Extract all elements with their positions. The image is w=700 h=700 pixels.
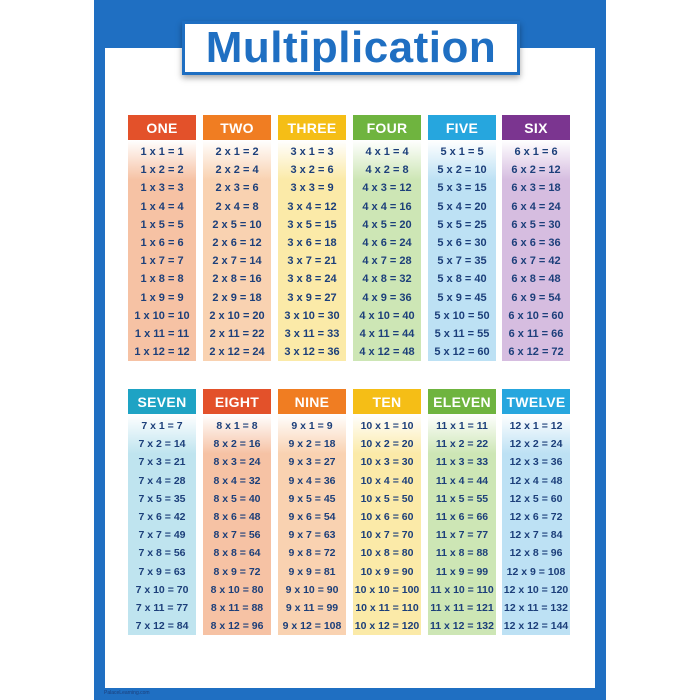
equation: 9 x 9 = 81 xyxy=(288,565,336,578)
equation: 1 x 10 = 10 xyxy=(134,309,190,322)
equation: 3 x 7 = 21 xyxy=(287,255,337,268)
equation: 3 x 5 = 15 xyxy=(287,218,337,231)
equation: 1 x 7 = 7 xyxy=(140,255,184,268)
equation: 6 x 7 = 42 xyxy=(511,255,561,268)
equation: 3 x 1 = 3 xyxy=(290,146,334,159)
equation: 1 x 9 = 9 xyxy=(140,291,184,304)
equation: 11 x 1 = 11 xyxy=(436,420,488,433)
equation: 10 x 9 = 90 xyxy=(360,565,414,578)
equation: 12 x 3 = 36 xyxy=(509,456,563,469)
equation: 8 x 8 = 64 xyxy=(213,547,261,560)
equation: 11 x 5 = 55 xyxy=(435,492,489,505)
table-header: NINE xyxy=(278,389,346,414)
equation: 11 x 2 = 22 xyxy=(435,438,489,451)
equation: 6 x 8 = 48 xyxy=(511,273,561,286)
equation: 3 x 2 = 6 xyxy=(290,164,334,177)
equation: 11 x 11 = 121 xyxy=(430,601,494,614)
equation: 8 x 9 = 72 xyxy=(213,565,261,578)
equation: 9 x 4 = 36 xyxy=(288,474,336,487)
equation: 12 x 4 = 48 xyxy=(509,474,563,487)
table-body xyxy=(203,414,271,635)
equation: 8 x 1 = 8 xyxy=(216,420,258,433)
table-ten xyxy=(353,389,421,635)
table-header: TEN xyxy=(353,389,421,414)
equation: 8 x 6 = 48 xyxy=(213,511,261,524)
equation: 7 x 3 = 21 xyxy=(138,456,186,469)
equation: 7 x 4 = 28 xyxy=(138,474,186,487)
equation: 4 x 1 = 4 xyxy=(365,146,409,159)
equation: 4 x 7 = 28 xyxy=(362,255,412,268)
equation: 8 x 2 = 16 xyxy=(213,438,261,451)
equation: 3 x 6 = 18 xyxy=(287,237,337,250)
table-header: FOUR xyxy=(353,115,421,140)
equation: 5 x 7 = 35 xyxy=(437,255,487,268)
title-banner xyxy=(182,21,520,75)
equation: 12 x 8 = 96 xyxy=(509,547,563,560)
equation: 5 x 1 = 5 xyxy=(440,146,484,159)
equation: 8 x 10 = 80 xyxy=(210,583,264,596)
equation: 2 x 7 = 14 xyxy=(212,255,262,268)
equation: 9 x 12 = 108 xyxy=(282,620,342,633)
equation: 4 x 12 = 48 xyxy=(359,346,415,359)
equation: 1 x 11 = 11 xyxy=(134,327,190,340)
table-body xyxy=(278,414,346,635)
equation: 8 x 4 = 32 xyxy=(213,474,261,487)
equation: 2 x 9 = 18 xyxy=(212,291,262,304)
equation: 10 x 7 = 70 xyxy=(360,529,414,542)
equation: 10 x 1 = 10 xyxy=(360,420,414,433)
table-header: SIX xyxy=(502,115,570,140)
equation: 11 x 12 = 132 xyxy=(430,620,494,633)
table-one xyxy=(128,115,196,361)
table-body xyxy=(353,414,421,635)
equation: 12 x 2 = 24 xyxy=(509,438,563,451)
table-header: TWO xyxy=(203,115,271,140)
table-header: FIVE xyxy=(428,115,496,140)
equation: 1 x 3 = 3 xyxy=(140,182,184,195)
equation: 8 x 7 = 56 xyxy=(213,529,261,542)
table-body xyxy=(128,140,196,361)
equation: 2 x 2 = 4 xyxy=(215,164,259,177)
equation: 8 x 3 = 24 xyxy=(213,456,261,469)
equation: 9 x 6 = 54 xyxy=(288,511,336,524)
equation: 6 x 11 = 66 xyxy=(508,327,564,340)
equation: 10 x 10 = 100 xyxy=(354,583,420,596)
equation: 6 x 1 = 6 xyxy=(514,146,558,159)
table-header: SEVEN xyxy=(128,389,196,414)
equation: 9 x 5 = 45 xyxy=(288,492,336,505)
equation: 12 x 1 = 12 xyxy=(509,420,563,433)
equation: 2 x 4 = 8 xyxy=(215,200,259,213)
equation: 9 x 7 = 63 xyxy=(288,529,336,542)
equation: 2 x 1 = 2 xyxy=(215,146,259,159)
equation: 7 x 12 = 84 xyxy=(135,620,189,633)
equation: 2 x 6 = 12 xyxy=(212,237,262,250)
equation: 1 x 2 = 2 xyxy=(140,164,184,177)
table-header: TWELVE xyxy=(502,389,570,414)
table-body xyxy=(278,140,346,361)
table-body xyxy=(353,140,421,361)
table-header: THREE xyxy=(278,115,346,140)
table-body xyxy=(428,414,496,635)
equation: 1 x 5 = 5 xyxy=(140,218,184,231)
equation: 3 x 10 = 30 xyxy=(284,309,340,322)
equation: 3 x 8 = 24 xyxy=(287,273,337,286)
table-body xyxy=(203,140,271,361)
equation: 10 x 3 = 30 xyxy=(360,456,414,469)
equation: 1 x 8 = 8 xyxy=(140,273,184,286)
equation: 12 x 5 = 60 xyxy=(509,492,563,505)
table-two xyxy=(203,115,271,361)
table-seven xyxy=(128,389,196,635)
equation: 10 x 2 = 20 xyxy=(360,438,414,451)
equation: 10 x 12 = 120 xyxy=(354,620,420,633)
equation: 5 x 2 = 10 xyxy=(437,164,487,177)
table-five xyxy=(428,115,496,361)
table-six xyxy=(502,115,570,361)
equation: 7 x 8 = 56 xyxy=(138,547,186,560)
equation: 7 x 6 = 42 xyxy=(138,511,186,524)
equation: 2 x 5 = 10 xyxy=(212,218,262,231)
equation: 6 x 2 = 12 xyxy=(511,164,561,177)
equation: 1 x 12 = 12 xyxy=(134,346,190,359)
equation: 12 x 9 = 108 xyxy=(506,565,566,578)
equation: 7 x 5 = 35 xyxy=(138,492,186,505)
equation: 11 x 3 = 33 xyxy=(435,456,489,469)
poster-title: Multiplication xyxy=(205,23,497,72)
equation: 1 x 1 = 1 xyxy=(140,146,184,159)
table-body xyxy=(428,140,496,361)
equation: 5 x 3 = 15 xyxy=(437,182,487,195)
table-header: ELEVEN xyxy=(428,389,496,414)
equation: 5 x 4 = 20 xyxy=(437,200,487,213)
table-twelve xyxy=(502,389,570,635)
equation: 4 x 6 = 24 xyxy=(362,237,412,250)
equation: 2 x 11 = 22 xyxy=(209,327,265,340)
equation: 3 x 3 = 9 xyxy=(290,182,334,195)
equation: 12 x 6 = 72 xyxy=(509,511,563,524)
equation: 4 x 11 = 44 xyxy=(359,327,415,340)
equation: 11 x 10 = 110 xyxy=(430,583,494,596)
table-body xyxy=(502,414,570,635)
table-body xyxy=(128,414,196,635)
equation: 2 x 8 = 16 xyxy=(212,273,262,286)
equation: 12 x 7 = 84 xyxy=(509,529,563,542)
equation: 8 x 11 = 88 xyxy=(210,601,264,614)
equation: 11 x 7 = 77 xyxy=(435,529,489,542)
equation: 5 x 9 = 45 xyxy=(437,291,487,304)
equation: 5 x 6 = 30 xyxy=(437,237,487,250)
equation: 5 x 8 = 40 xyxy=(437,273,487,286)
equation: 2 x 3 = 6 xyxy=(215,182,259,195)
table-three xyxy=(278,115,346,361)
equation: 3 x 11 = 33 xyxy=(284,327,340,340)
equation: 5 x 12 = 60 xyxy=(434,346,490,359)
table-four xyxy=(353,115,421,361)
publisher-credit: PalaceLearning.com xyxy=(104,690,150,696)
equation: 9 x 2 = 18 xyxy=(288,438,336,451)
equation: 7 x 9 = 63 xyxy=(138,565,186,578)
equation: 11 x 6 = 66 xyxy=(435,511,489,524)
equation: 12 x 10 = 120 xyxy=(503,583,569,596)
equation: 2 x 12 = 24 xyxy=(209,346,265,359)
equation: 10 x 6 = 60 xyxy=(360,511,414,524)
equation: 4 x 4 = 16 xyxy=(362,200,412,213)
equation: 1 x 6 = 6 xyxy=(140,237,184,250)
equation: 6 x 12 = 72 xyxy=(508,346,564,359)
equation: 9 x 1 = 9 xyxy=(291,420,333,433)
table-nine xyxy=(278,389,346,635)
equation: 8 x 5 = 40 xyxy=(213,492,261,505)
equation: 11 x 8 = 88 xyxy=(435,547,489,560)
equation: 7 x 1 = 7 xyxy=(141,420,183,433)
table-header: ONE xyxy=(128,115,196,140)
equation: 4 x 5 = 20 xyxy=(362,218,412,231)
equation: 7 x 7 = 49 xyxy=(138,529,186,542)
table-header: EIGHT xyxy=(203,389,271,414)
equation: 9 x 3 = 27 xyxy=(288,456,336,469)
equation: 6 x 6 = 36 xyxy=(511,237,561,250)
equation: 4 x 10 = 40 xyxy=(359,309,415,322)
equation: 5 x 5 = 25 xyxy=(437,218,487,231)
equation: 4 x 3 = 12 xyxy=(362,182,412,195)
equation: 9 x 8 = 72 xyxy=(288,547,336,560)
equation: 10 x 8 = 80 xyxy=(360,547,414,560)
equation: 6 x 9 = 54 xyxy=(511,291,561,304)
equation: 4 x 9 = 36 xyxy=(362,291,412,304)
equation: 3 x 9 = 27 xyxy=(287,291,337,304)
equation: 8 x 12 = 96 xyxy=(210,620,264,633)
table-body xyxy=(502,140,570,361)
equation: 12 x 12 = 144 xyxy=(503,620,569,633)
equation: 10 x 4 = 40 xyxy=(360,474,414,487)
equation: 4 x 2 = 8 xyxy=(365,164,409,177)
equation: 5 x 10 = 50 xyxy=(434,309,490,322)
equation: 11 x 4 = 44 xyxy=(435,474,489,487)
table-eight xyxy=(203,389,271,635)
equation: 6 x 10 = 60 xyxy=(508,309,564,322)
equation: 7 x 2 = 14 xyxy=(138,438,186,451)
equation: 4 x 8 = 32 xyxy=(362,273,412,286)
equation: 6 x 3 = 18 xyxy=(511,182,561,195)
equation: 6 x 4 = 24 xyxy=(511,200,561,213)
equation: 1 x 4 = 4 xyxy=(140,200,184,213)
equation: 5 x 11 = 55 xyxy=(434,327,490,340)
equation: 10 x 11 = 110 xyxy=(355,601,419,614)
equation: 3 x 4 = 12 xyxy=(287,200,337,213)
equation: 2 x 10 = 20 xyxy=(209,309,265,322)
equation: 7 x 10 = 70 xyxy=(135,583,189,596)
equation: 3 x 12 = 36 xyxy=(284,346,340,359)
table-eleven xyxy=(428,389,496,635)
equation: 10 x 5 = 50 xyxy=(360,492,414,505)
equation: 6 x 5 = 30 xyxy=(511,218,561,231)
equation: 11 x 9 = 99 xyxy=(435,565,489,578)
equation: 9 x 11 = 99 xyxy=(285,601,339,614)
equation: 12 x 11 = 132 xyxy=(504,601,568,614)
equation: 9 x 10 = 90 xyxy=(285,583,339,596)
equation: 7 x 11 = 77 xyxy=(135,601,189,614)
